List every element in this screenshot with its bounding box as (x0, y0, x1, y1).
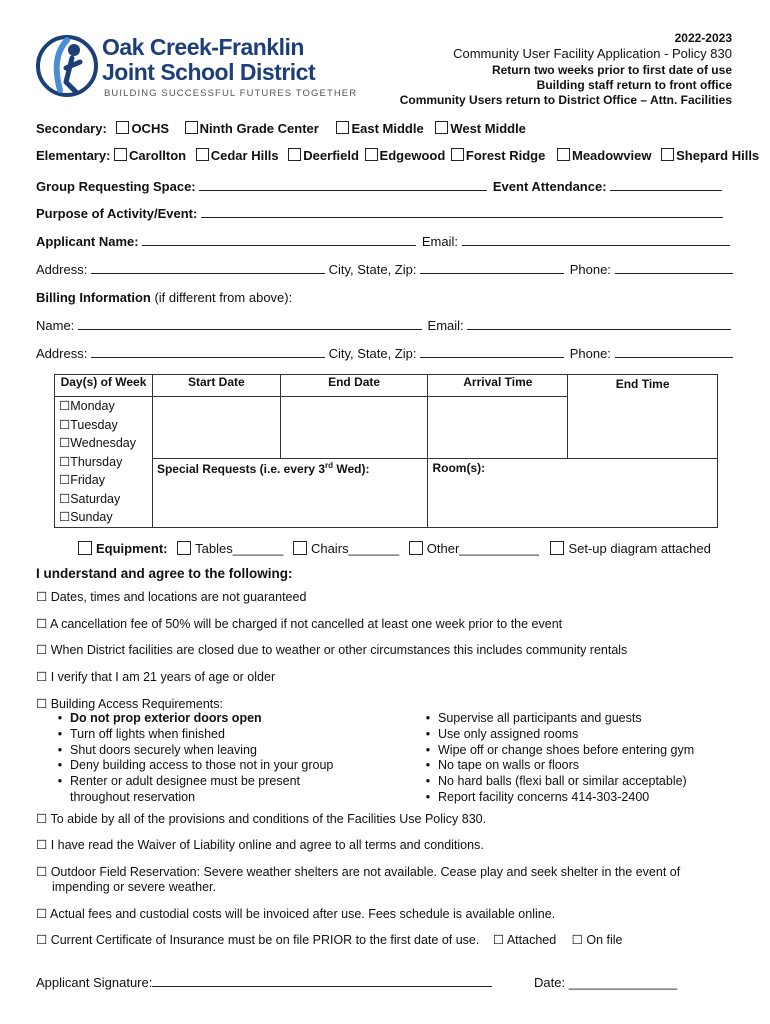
district-emblem-icon (36, 32, 98, 100)
end-date-cell[interactable] (280, 397, 428, 459)
list-item: • Wipe off or change shoes before entering gym (425, 742, 695, 757)
header-start-date: Start Date (152, 375, 280, 397)
city-field[interactable] (420, 263, 564, 274)
checkbox-meadowview[interactable]: Meadowview (557, 148, 651, 163)
elementary-label: Elementary: (36, 148, 111, 163)
secondary-label: Secondary: (36, 121, 107, 136)
agreement-item-9[interactable]: ☐ Actual fees and custodial costs will be invoiced after use. Fees schedule is available online. (36, 907, 556, 921)
arrival-time-cell[interactable] (428, 397, 568, 459)
header-arrival-time: Arrival Time (428, 375, 568, 397)
special-requests-label: Special Requests (i.e. every 3rd Wed): (156, 461, 370, 476)
checkbox-carollton[interactable]: Carollton (114, 148, 186, 163)
days-list (55, 397, 153, 528)
agreement-item-6[interactable]: ☐ To abide by all of the provisions and conditions of the Facilities Use Policy 830. (36, 812, 487, 826)
list-item: • Renter or adult designee must be present (57, 774, 300, 789)
header-end-date: End Date (280, 375, 428, 397)
secondary-row (36, 121, 526, 136)
checkbox-deerfield[interactable]: Deerfield (288, 148, 359, 163)
agreement-item-3[interactable]: ☐ When District facilities are closed due to weather or other circumstances this includes community rentals (36, 643, 628, 657)
checkbox-shepard-hills[interactable]: Shepard Hills (661, 148, 759, 163)
checkbox-tables[interactable]: Tables_______ (177, 541, 283, 556)
billing-heading-row (36, 290, 292, 305)
checkbox-ninth-grade[interactable]: Ninth Grade Center (185, 121, 319, 136)
address-label: Address: (36, 262, 88, 277)
checkbox-thursday[interactable]: ☐Thursday (59, 454, 123, 469)
logo-tagline: BUILDING SUCCESSFUL FUTURES TOGETHER (104, 88, 358, 99)
phone-label: Phone: (569, 262, 611, 277)
billing-phone-field[interactable] (615, 347, 733, 358)
agreement-item-4[interactable]: ☐ I verify that I am 21 years of age or older (36, 670, 276, 684)
checkbox-friday[interactable]: ☐Friday (59, 473, 105, 487)
group-label: Group Requesting Space: (36, 179, 196, 194)
agreement-item-2[interactable]: ☐ A cancellation fee of 50% will be charged if not cancelled at least one week prior to the event (36, 617, 563, 631)
agreement-item-7[interactable]: ☐ I have read the Waiver of Liability online and agree to all terms and conditions. (36, 838, 484, 852)
list-item: • No hard balls (flexi ball or similar acceptable) (425, 774, 687, 789)
list-item: • Deny building access to those not in your group (57, 758, 334, 773)
header-instruction-3: Community Users return to District Office – Attn. Facilities (399, 93, 732, 107)
checkbox-wednesday[interactable]: ☐Wednesday (59, 436, 137, 450)
header-instruction-2: Building staff return to front office (536, 78, 732, 92)
billing-name-label: Name: (36, 318, 75, 333)
billing-email-label: Email: (427, 318, 464, 333)
access-requirements-right (418, 711, 694, 806)
equipment-label: Equipment: (96, 541, 168, 556)
group-field[interactable] (199, 180, 487, 191)
list-item: • Supervise all participants and guests (425, 711, 642, 725)
applicant-name-field[interactable] (142, 235, 416, 246)
checkbox-cedar-hills[interactable]: Cedar Hills (196, 148, 279, 163)
list-item: • Use only assigned rooms (425, 726, 579, 741)
group-row (36, 179, 722, 194)
header-instruction-1: Return two weeks prior to first date of use (491, 63, 732, 77)
checkbox-sunday[interactable]: ☐Sunday (59, 510, 113, 524)
checkbox-ochs[interactable]: OCHS (116, 121, 169, 136)
date-field[interactable]: _______________ (568, 975, 678, 990)
signature-field[interactable] (152, 976, 492, 987)
district-logo (36, 32, 358, 104)
billing-note: (if different from above): (154, 290, 293, 305)
elementary-row (36, 148, 759, 163)
purpose-field[interactable] (201, 207, 723, 218)
checkbox-edgewood[interactable]: Edgewood (365, 148, 446, 163)
billing-address-field[interactable] (91, 347, 325, 358)
header-end-time: End Time (568, 375, 718, 459)
applicant-email-label: Email: (421, 234, 458, 249)
purpose-label: Purpose of Activity/Event: (36, 206, 198, 221)
list-item: • Shut doors securely when leaving (57, 742, 257, 757)
billing-city-field[interactable] (420, 347, 564, 358)
billing-city-label: City, State, Zip: (328, 346, 417, 361)
applicant-email-field[interactable] (462, 235, 730, 246)
checkbox-forest-ridge[interactable]: Forest Ridge (451, 148, 545, 163)
logo-line-2: Joint School District (102, 59, 316, 85)
equipment-row (78, 541, 711, 556)
checkbox-on-file[interactable]: ☐ On file (571, 933, 623, 947)
agreement-item-8[interactable]: ☐ Outdoor Field Reservation: Severe weather shelters are not available. Cease play and seek shelter in the event of (36, 865, 681, 879)
schedule-table (54, 374, 718, 528)
attendance-field[interactable] (610, 180, 722, 191)
billing-name-field[interactable] (78, 319, 422, 330)
billing-name-row (36, 318, 731, 333)
checkbox-saturday[interactable]: ☐Saturday (59, 491, 121, 506)
billing-heading: Billing Information (36, 290, 151, 305)
applicant-name-label: Applicant Name: (36, 234, 139, 249)
checkbox-other[interactable]: Other___________ (409, 541, 539, 556)
phone-field[interactable] (615, 263, 733, 274)
start-date-cell[interactable] (152, 397, 280, 459)
agreement-item-8-cont: impending or severe weather. (52, 880, 216, 894)
form-title: Community User Facility Application - Policy 830 (453, 46, 732, 61)
date-label: Date: (534, 975, 566, 990)
agreement-heading: I understand and agree to the following: (36, 566, 293, 581)
list-item: • Turn off lights when finished (57, 726, 225, 741)
signature-label: Applicant Signature: (36, 975, 153, 990)
checkbox-tuesday[interactable]: ☐Tuesday (59, 417, 118, 432)
checkbox-west-middle[interactable]: West Middle (435, 121, 526, 136)
agreement-item-1[interactable]: ☐ Dates, times and locations are not guaranteed (36, 590, 307, 604)
list-item: • Do not prop exterior doors open (57, 711, 262, 725)
checkbox-east-middle[interactable]: East Middle (336, 121, 423, 136)
checkbox-chairs[interactable]: Chairs_______ (293, 541, 399, 556)
agreement-item-5[interactable]: ☐ Building Access Requirements: (36, 697, 223, 711)
logo-line-1: Oak Creek-Franklin (102, 34, 304, 60)
signature-row (36, 975, 492, 990)
attendance-label: Event Attendance: (492, 179, 607, 194)
agreement-item-10: ☐ Current Certificate of Insurance must be on file PRIOR to the first date of use. ☐ Attached ☐ On file (36, 933, 623, 947)
special-requests-cell[interactable] (152, 459, 428, 528)
billing-email-field[interactable] (467, 319, 731, 330)
address-row (36, 262, 733, 277)
rooms-label: Room(s): (432, 461, 486, 475)
rooms-cell[interactable] (428, 459, 718, 528)
billing-address-label: Address: (36, 346, 88, 361)
billing-phone-label: Phone: (569, 346, 611, 361)
checkbox-monday[interactable]: ☐Monday (59, 399, 115, 413)
list-item: throughout reservation (70, 789, 196, 804)
purpose-row (36, 206, 723, 221)
header-days: Day(s) of Week (55, 375, 153, 397)
list-item: • Report facility concerns 414-303-2400 (425, 789, 650, 804)
form-year: 2022-2023 (674, 31, 732, 45)
checkbox-equipment[interactable] (78, 541, 92, 555)
list-item: • No tape on walls or floors (425, 758, 580, 773)
city-label: City, State, Zip: (328, 262, 417, 277)
applicant-row (36, 234, 730, 249)
checkbox-setup-diagram[interactable]: Set-up diagram attached (550, 541, 710, 556)
billing-address-row (36, 346, 733, 361)
date-row (534, 975, 677, 990)
access-requirements-left (50, 711, 333, 806)
checkbox-insurance[interactable]: ☐ (36, 933, 51, 947)
checkbox-attached[interactable]: ☐ Attached (492, 933, 557, 947)
address-field[interactable] (91, 263, 325, 274)
